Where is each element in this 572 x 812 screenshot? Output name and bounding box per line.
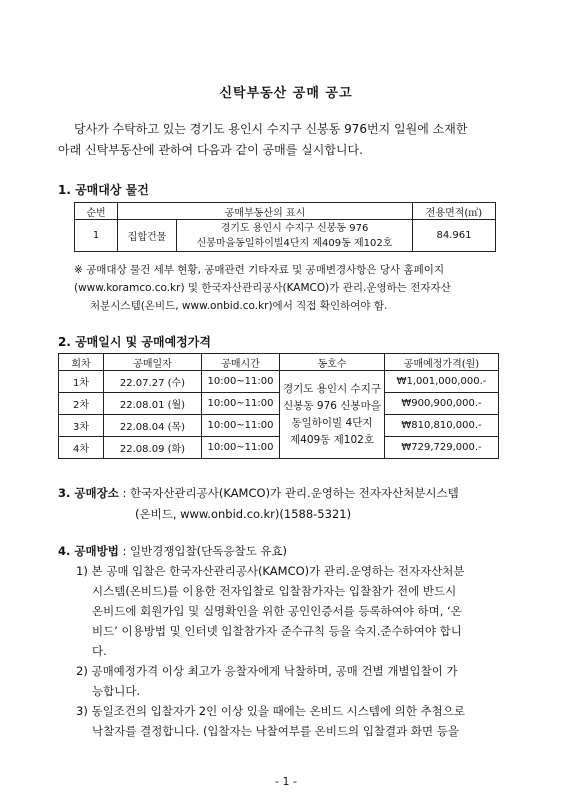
location-line-1: 경기도 용인시 수지구 (283, 382, 381, 395)
cell-price: ₩729,729,000.- (385, 437, 499, 459)
cell-location (280, 371, 385, 459)
col-header-round: 회차 (59, 354, 104, 371)
cell-date: 22.07.27 (수) (104, 371, 202, 393)
cell-desc (177, 220, 413, 252)
method-line-2: 시스템(온비드)를 이용한 전자입찰로 입찰참가자는 입찰참가 전에 반드시 (92, 584, 457, 598)
cell-time: 10:00~11:00 (202, 437, 280, 459)
cell-date: 22.08.09 (화) (104, 437, 202, 459)
cell-date: 22.08.04 (목) (104, 415, 202, 437)
table-row (59, 393, 499, 415)
section-4-heading: 4. 공매방법 (58, 544, 119, 558)
method-line-9: 낙찰자를 결정합니다. (입찰자는 낙찰여부를 온비드의 입찰결과 화면 등을 (92, 724, 459, 738)
cell-time: 10:00~11:00 (202, 415, 280, 437)
cell-no: 1 (75, 220, 118, 252)
section-3-line-1 (58, 485, 459, 501)
property-table (74, 202, 496, 252)
section-3-line-2: (온비드, www.onbid.co.kr)(1588-5321) (135, 507, 352, 521)
cell-date: 22.08.01 (월) (104, 393, 202, 415)
cell-price: ₩810,810,000.- (385, 415, 499, 437)
method-line-3: 온비드에 회원가입 및 실명확인을 위한 공인인증서를 등록하여야 하며, ‘온 (92, 604, 462, 618)
method-line-8: 3) 동일조건의 입찰자가 2인 이상 있을 때에는 온비드 시스템에 의한 추첨으로 (76, 704, 465, 718)
cell-area: 84.961 (413, 220, 496, 252)
table-row (59, 371, 499, 393)
cell-round: 3차 (59, 415, 104, 437)
col-header-time: 공매시간 (202, 354, 280, 371)
table-row (75, 220, 496, 252)
cell-price: ₩1,001,000,000.- (385, 371, 499, 393)
intro-line-1: 당사가 수탁하고 있는 경기도 용인시 수지구 신봉동 976번지 일원에 소재한 (74, 122, 468, 136)
col-header-no: 순번 (75, 203, 118, 220)
method-line-4: 비드’ 이용방법 및 인터넷 입찰참가자 준수규칙 등을 숙지.준수하여야 합니 (92, 624, 462, 638)
method-line-7: 능합니다. (92, 684, 141, 698)
section-2-heading: 2. 공매일시 및 공매예정가격 (58, 335, 211, 349)
method-line-6: 2) 공매예정가격 이상 최고가 응찰자에게 낙찰하며, 공매 건별 개별입찰이 가 (76, 664, 458, 678)
col-header-area: 전용면적(㎡) (413, 203, 496, 220)
document-title: 신탁부동산 공매 공고 (219, 86, 353, 101)
cell-price: ₩900,900,000.- (385, 393, 499, 415)
location-line-3: 동일하이빌 4단지 (291, 416, 373, 429)
cell-desc-line-2: 신봉마을동일하이빌4단지 제409동 제102호 (196, 237, 393, 249)
table-row (59, 415, 499, 437)
location-line-4: 제409동 제102호 (290, 433, 374, 446)
cell-round: 4차 (59, 437, 104, 459)
note-line-3: 처분시스템(온비드, www.onbid.co.kr)에서 직접 확인하여야 함. (90, 300, 388, 312)
location-line-2: 신봉동 976 신봉마을 (283, 399, 381, 412)
note-line-1: ※ 공매대상 물건 세부 현황, 공매관련 기타자료 및 공매변경사항은 당사 홈페이지 (74, 264, 445, 276)
col-header-property: 공매부동산의 표시 (118, 203, 413, 220)
note-line-2: (www.koramco.co.kr) 및 한국자산관리공사(KAMCO)가 관리.운영하는 전자자산 (74, 282, 451, 294)
page-number: - 1 - (275, 775, 297, 788)
section-4-method: : 일반경쟁입찰(단독응찰도 유효) (118, 544, 288, 558)
col-header-date: 공매일자 (104, 354, 202, 371)
table-row (59, 437, 499, 459)
col-header-price: 공매예정가격(원) (385, 354, 499, 371)
section-4-line (58, 543, 287, 559)
section-3-heading: 3. 공매장소 (58, 486, 119, 500)
method-line-1: 1) 본 공매 입찰은 한국자산관리공사(KAMCO)가 관리.운영하는 전자자산처분 (76, 564, 465, 578)
section-3-text: : 한국자산관리공사(KAMCO)가 관리.운영하는 전자자산처분시스템 (118, 486, 459, 500)
col-header-location: 동호수 (280, 354, 385, 371)
method-line-5: 다. (92, 644, 107, 658)
cell-type: 집합건물 (118, 220, 177, 252)
cell-time: 10:00~11:00 (202, 371, 280, 393)
section-1-heading: 1. 공매대상 물건 (58, 183, 149, 197)
schedule-table (58, 353, 499, 459)
cell-time: 10:00~11:00 (202, 393, 280, 415)
intro-line-2: 아래 신탁부동산에 관하여 다음과 같이 공매를 실시합니다. (58, 143, 363, 157)
cell-round: 1차 (59, 371, 104, 393)
cell-desc-line-1: 경기도 용인시 수지구 신봉동 976 (220, 222, 369, 234)
cell-round: 2차 (59, 393, 104, 415)
